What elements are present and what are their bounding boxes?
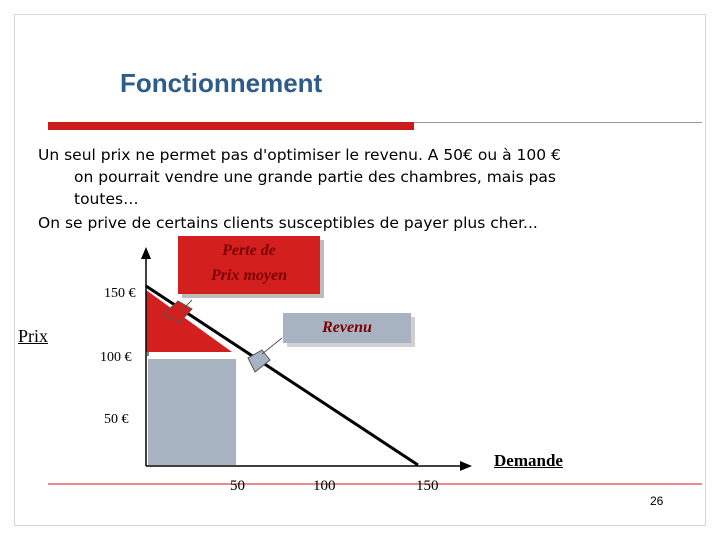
callout-loss-average-price — [178, 236, 320, 294]
x-axis-arrow — [460, 461, 472, 471]
y-tick-50: 50 € — [104, 412, 129, 427]
paragraph-line: on pourrait vendre une grande partie des chambres, mais pas — [74, 168, 557, 186]
paragraph-line: Un seul prix ne permet pas d'optimiser le revenu. A 50€ ou à 100 € — [38, 146, 561, 164]
x-tick-150: 150 — [416, 478, 439, 494]
paragraph-line: toutes… — [74, 190, 139, 208]
lost-revenue-area — [146, 290, 232, 352]
x-tick-50: 50 — [230, 478, 245, 494]
y-axis-arrow — [141, 247, 151, 259]
callout-loss-line: Prix moyen — [211, 267, 287, 284]
callout-loss-line: Perte de — [222, 242, 276, 259]
slide-title: Fonctionnement — [120, 68, 323, 98]
y-axis-label: Prix — [18, 326, 49, 346]
revenue-area — [148, 359, 236, 465]
page-number: 26 — [650, 494, 664, 508]
x-axis-label: Demande — [494, 451, 563, 470]
paragraph-lost-clients: On se prive de certains clients susceptibles de payer plus cher... — [38, 214, 538, 232]
revenue-pointer-head — [248, 350, 270, 372]
y-tick-100: 100 € — [100, 350, 132, 365]
y-tick-150: 150 € — [104, 286, 136, 301]
revenue-pointer-stem — [262, 338, 282, 354]
x-tick-100: 100 — [313, 478, 336, 494]
callout-revenue: Revenu — [283, 313, 411, 343]
